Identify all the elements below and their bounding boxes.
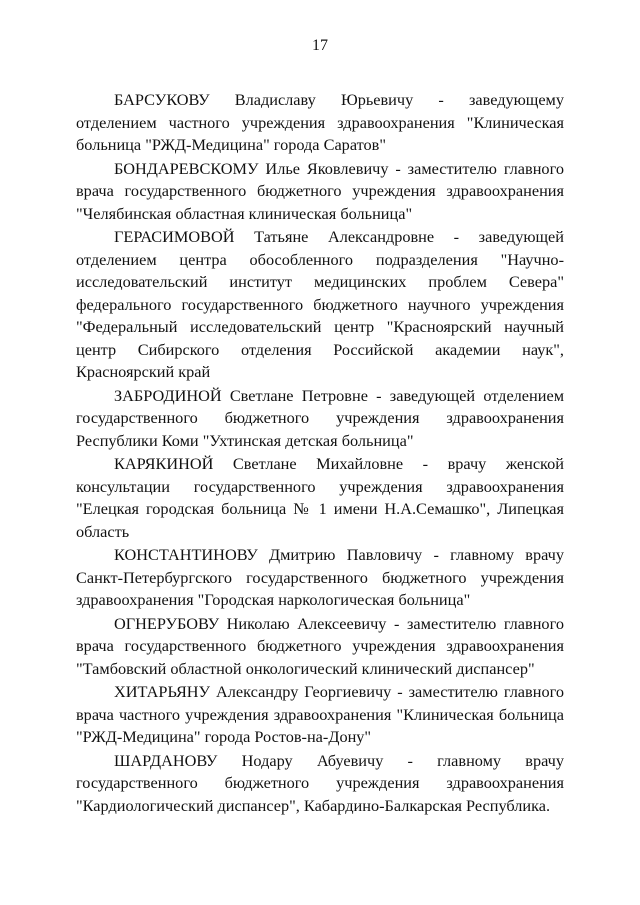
list-item: ХИТАРЬЯНУ Александру Георгиевичу - заместителю главного врача частного учреждения здравоохранения "Клиническая больница "РЖД-Медицина" города Ростов-на-Дону" (76, 682, 564, 746)
list-item: БАРСУКОВУ Владиславу Юрьевичу - заведующему отделением частного учреждения здравоохранения "Клиническая больница "РЖД-Медицина" города Саратов" (76, 90, 564, 154)
list-item: ЗАБРОДИНОЙ Светлане Петровне - заведующей отделением государственного бюджетного учреждения здравоохранения Республики Коми "Ухтинская детская больница" (76, 385, 564, 450)
page-number: 17 (312, 37, 328, 54)
list-item: ГЕРАСИМОВОЙ Татьяне Александровне - заведующей отделением центра обособленного подразделения "Научно-исследовательский институт медицинских проблем Севера" федерального государственного бюджетного научного учреждения "Федеральный исследовательский центр "Красноярский научный центр Сибирского отделения Российской академии наук", Красноярский край (76, 227, 564, 381)
award-list (76, 89, 564, 817)
list-item: ШАРДАНОВУ Нодару Абуевичу - главному врачу государственного бюджетного учреждения здравоохранения "Кардиологический диспансер", Кабардино-Балкарская Республика. (76, 750, 564, 815)
list-item: КОНСТАНТИНОВУ Дмитрию Павловичу - главному врачу Санкт-Петербургского государственного бюджетного учреждения здравоохранения "Городская наркологическая больница" (76, 545, 564, 609)
list-item: ОГНЕРУБОВУ Николаю Алексеевичу - заместителю главного врача государственного бюджетного учреждения здравоохранения "Тамбовский областной онкологический клинический диспансер" (76, 613, 564, 678)
list-item: КАРЯКИНОЙ Светлане Михайловне - врачу женской консультации государственного учреждения здравоохранения "Елецкая городская больница № 1 имени Н.А.Семашко", Липецкая область (76, 454, 564, 541)
list-item: БОНДАРЕВСКОМУ Илье Яковлевичу - заместителю главного врача государственного бюджетного учреждения здравоохранения "Челябинская областная клиническая больница" (76, 158, 564, 223)
